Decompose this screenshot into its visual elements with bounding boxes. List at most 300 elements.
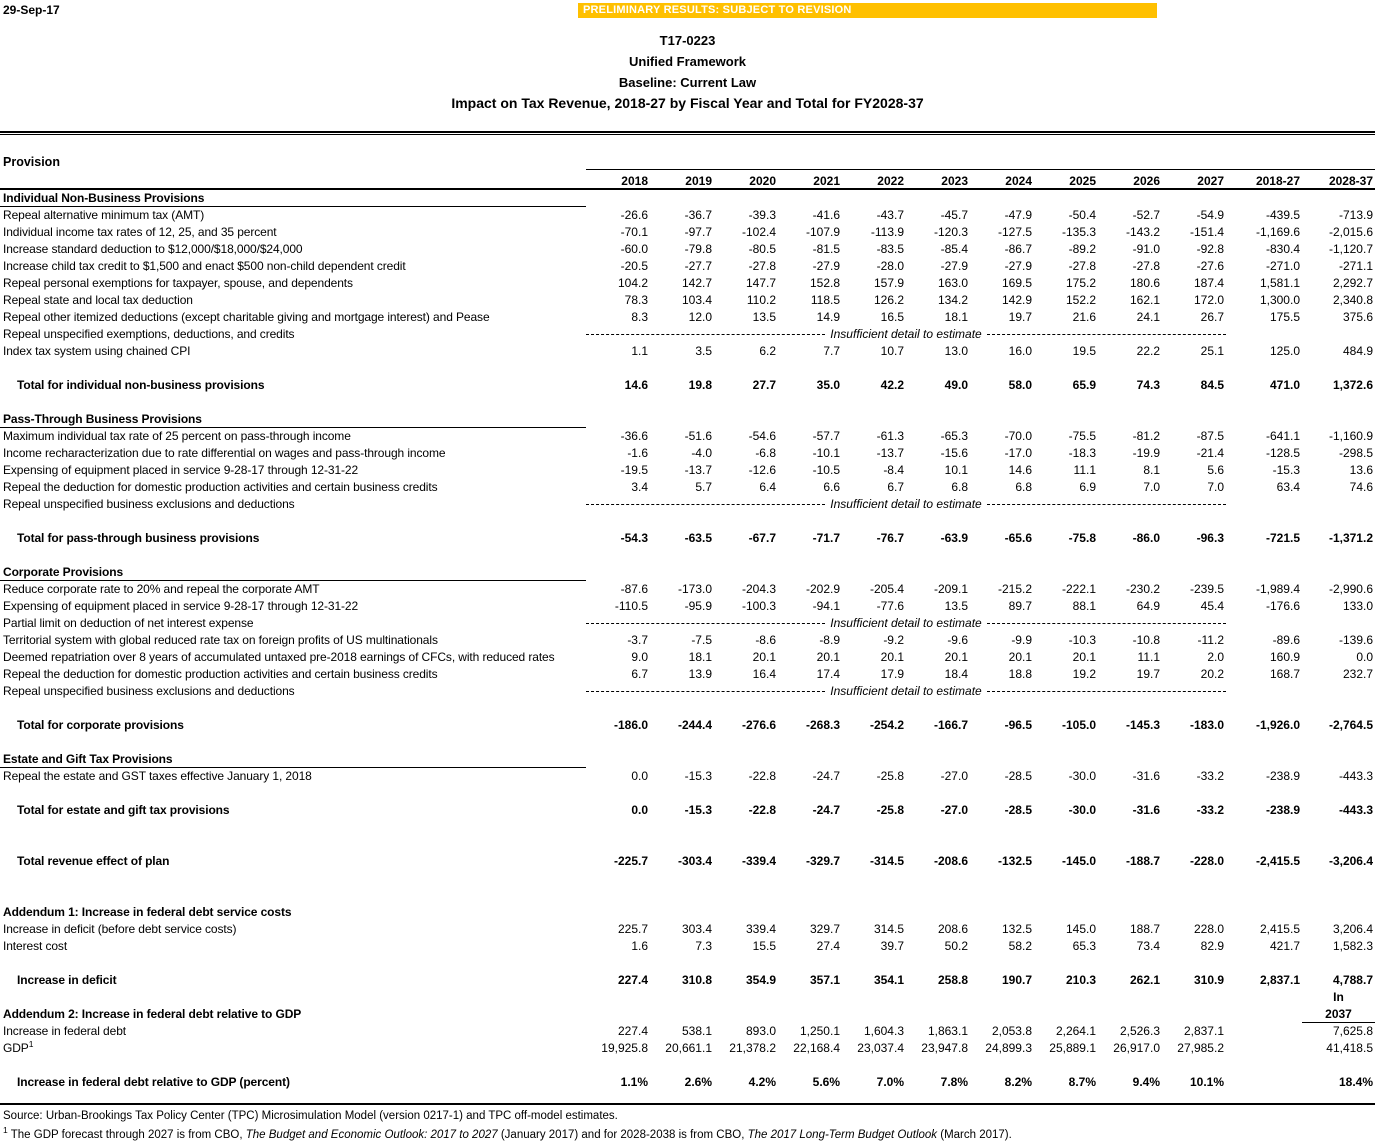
value-cell: -1,371.2: [1328, 531, 1373, 545]
col-header-2024: 2024: [1005, 174, 1032, 188]
insufficient-detail-text: Insufficient detail to estimate: [830, 497, 982, 511]
dashes-row: [0, 683, 1375, 700]
value-cell: 13.9: [688, 667, 712, 681]
value-cell: 65.9: [1072, 378, 1096, 392]
value-cell: [1226, 1040, 1302, 1057]
value-cell: 2.6%: [684, 1075, 712, 1089]
value-cell: 13.0: [944, 344, 968, 358]
value-cell: -238.9: [1265, 803, 1300, 817]
value-cell: -8.4: [883, 463, 904, 477]
value-cell: 9.4%: [1132, 1075, 1160, 1089]
value-cell: -239.5: [1189, 582, 1224, 596]
value-cell: -85.4: [940, 242, 968, 256]
value-cell: -10.1: [812, 446, 840, 460]
value-cell: -27.8: [748, 259, 776, 273]
value-cell: -9.9: [1011, 633, 1032, 647]
value-cell: 16.0: [1008, 344, 1032, 358]
value-cell: 134.2: [937, 293, 968, 307]
blank-row: [0, 734, 1375, 751]
value-cell: -36.7: [684, 208, 712, 222]
value-cell: -33.2: [1196, 769, 1224, 783]
value-cell: 20.1: [880, 650, 904, 664]
value-cell: -1,926.0: [1255, 718, 1300, 732]
value-cell: 39.7: [880, 939, 904, 953]
value-cell: 13.6: [1349, 463, 1373, 477]
value-cell: 310.9: [1193, 973, 1224, 987]
data-row: [0, 598, 1375, 615]
value-cell: 3,206.4: [1332, 922, 1373, 936]
value-cell: -77.6: [876, 599, 904, 613]
source-note: Source: Urban-Brookings Tax Policy Center (TPC) Microsimulation Model (version 0217-1) and TPC off-model estimates.: [3, 1110, 618, 1122]
value-cell: 1,581.1: [1259, 276, 1300, 290]
data-row: [0, 938, 1375, 955]
value-cell: 354.9: [745, 973, 776, 987]
value-cell: 18.1: [688, 650, 712, 664]
value-cell: -8.6: [755, 633, 776, 647]
value-cell: 228.0: [1193, 922, 1224, 936]
value-cell: 1,250.1: [799, 1024, 840, 1038]
col-header-2020: 2020: [749, 174, 776, 188]
value-cell: -2,764.5: [1328, 718, 1373, 732]
value-cell: 375.6: [1342, 310, 1373, 324]
value-cell: -230.2: [1125, 582, 1160, 596]
col-header-2021: 2021: [813, 174, 840, 188]
value-cell: -13.7: [684, 463, 712, 477]
value-cell: 17.4: [816, 667, 840, 681]
value-cell: -18.3: [1068, 446, 1096, 460]
value-cell: -1.6: [627, 446, 648, 460]
value-cell: 84.5: [1200, 378, 1224, 392]
value-cell: 19.2: [1072, 667, 1096, 681]
value-cell: -75.5: [1068, 429, 1096, 443]
value-cell: -9.6: [947, 633, 968, 647]
value-cell: 142.9: [1001, 293, 1032, 307]
provision-label: Total for pass-through business provisions: [17, 531, 260, 545]
total-row: [0, 1074, 1375, 1091]
value-cell: 18.4%: [1338, 1075, 1373, 1089]
provision-label: Pass-Through Business Provisions: [0, 411, 586, 428]
data-row: [0, 224, 1375, 241]
value-cell: -271.1: [1338, 259, 1373, 273]
value-cell: -28.5: [1004, 803, 1032, 817]
value-cell: 58.0: [1008, 378, 1032, 392]
provision-label: Increase child tax credit to $1,500 and enact $500 non-child dependent credit: [3, 259, 406, 273]
section-row: [0, 751, 1375, 768]
value-cell: -19.5: [620, 463, 648, 477]
value-cell: -27.7: [684, 259, 712, 273]
value-cell: 1,372.6: [1332, 378, 1373, 392]
value-cell: -244.4: [677, 718, 712, 732]
provision-label: Repeal the deduction for domestic production activities and certain business credits: [3, 667, 438, 681]
provision-label: Reduce corporate rate to 20% and repeal the corporate AMT: [3, 582, 320, 596]
provision-label: Repeal unspecified business exclusions and deductions: [3, 497, 295, 511]
value-cell: 19.7: [1136, 667, 1160, 681]
value-cell: -188.7: [1125, 854, 1160, 868]
value-cell: 88.1: [1072, 599, 1096, 613]
value-cell: 421.7: [1269, 939, 1300, 953]
value-cell: -63.5: [684, 531, 712, 545]
value-cell: [1226, 326, 1302, 343]
col-header-2018: 2018: [621, 174, 648, 188]
value-cell: 78.3: [624, 293, 648, 307]
data-row: [0, 343, 1375, 360]
provision-label: Deemed repatriation over 8 years of accumulated untaxed pre-2018 earnings of CFCs, with reduced rates: [3, 650, 555, 664]
value-cell: 126.2: [873, 293, 904, 307]
value-cell: -54.3: [620, 531, 648, 545]
value-cell: -439.5: [1265, 208, 1300, 222]
blank-row: [0, 819, 1375, 836]
blank-row: [0, 836, 1375, 853]
value-cell: -276.6: [741, 718, 776, 732]
value-cell: -303.4: [677, 854, 712, 868]
value-cell: 142.7: [681, 276, 712, 290]
col-header-2027: 2027: [1197, 174, 1224, 188]
data-row: [0, 309, 1375, 326]
value-cell: 4,788.7: [1332, 973, 1373, 987]
value-cell: -31.6: [1132, 803, 1160, 817]
value-cell: 74.6: [1349, 480, 1373, 494]
data-row: [0, 428, 1375, 445]
value-cell: -30.0: [1068, 803, 1096, 817]
value-cell: 162.1: [1129, 293, 1160, 307]
data-row: [0, 445, 1375, 462]
value-cell: 2,526.3: [1119, 1024, 1160, 1038]
value-cell: 14.9: [816, 310, 840, 324]
value-cell: 2.0: [1207, 650, 1224, 664]
provision-label: Repeal state and local tax deduction: [3, 293, 193, 307]
value-cell: 45.4: [1200, 599, 1224, 613]
value-cell: 2,415.5: [1259, 922, 1300, 936]
value-cell: 0.0: [1356, 650, 1373, 664]
value-cell: 58.2: [1008, 939, 1032, 953]
value-cell: -1,160.9: [1328, 429, 1373, 443]
value-cell: -20.5: [620, 259, 648, 273]
value-cell: 160.9: [1269, 650, 1300, 664]
value-cell: -10.5: [812, 463, 840, 477]
provision-label: Individual income tax rates of 12, 25, and 35 percent: [3, 225, 277, 239]
provision-label: Expensing of equipment placed in service 9-28-17 through 12-31-22: [3, 463, 359, 477]
value-cell: -87.5: [1196, 429, 1224, 443]
value-cell: 20.1: [816, 650, 840, 664]
value-cell: -70.1: [620, 225, 648, 239]
footnote-marker: 1: [3, 1125, 8, 1136]
provision-label: Estate and Gift Tax Provisions: [0, 751, 586, 768]
blank-row: [0, 547, 1375, 564]
value-cell: -36.6: [620, 429, 648, 443]
value-cell: 6.2: [759, 344, 776, 358]
value-cell: 227.4: [617, 973, 648, 987]
value-cell: -94.1: [812, 599, 840, 613]
value-cell: 10.7: [880, 344, 904, 358]
value-cell: 19,925.8: [601, 1041, 648, 1055]
value-cell: 1,863.1: [927, 1024, 968, 1038]
value-cell: -83.5: [876, 242, 904, 256]
year-header-spacer: [0, 169, 586, 188]
value-cell: -10.8: [1132, 633, 1160, 647]
value-cell: 8.3: [631, 310, 648, 324]
provision-label: Increase in federal debt: [3, 1024, 127, 1038]
data-row: [0, 921, 1375, 938]
value-cell: 41,418.5: [1326, 1041, 1373, 1055]
value-cell: -11.2: [1197, 633, 1224, 647]
value-cell: 13.5: [944, 599, 968, 613]
value-cell: 14.6: [1008, 463, 1032, 477]
provision-label: Income recharacterization due to rate differential on wages and pass-through income: [3, 446, 446, 460]
provision-label: Territorial system with global reduced rate tax on foreign profits of US multinationals: [3, 633, 438, 647]
value-cell: -67.7: [748, 531, 776, 545]
total-row: [0, 853, 1375, 870]
value-cell: -6.8: [755, 446, 776, 460]
total-row: [0, 802, 1375, 819]
value-cell: 232.7: [1342, 667, 1373, 681]
value-cell: 22,168.4: [793, 1041, 840, 1055]
value-cell: 24,899.3: [985, 1041, 1032, 1055]
provision-label: Index tax system using chained CPI: [3, 344, 191, 358]
value-cell: 125.0: [1269, 344, 1300, 358]
title-framework: Unified Framework: [628, 54, 747, 69]
value-cell: -135.3: [1061, 225, 1096, 239]
value-cell: 133.0: [1342, 599, 1373, 613]
provision-label: Individual Non-Business Provisions: [0, 190, 586, 207]
value-cell: -30.0: [1068, 769, 1096, 783]
value-cell: -132.5: [997, 854, 1032, 868]
value-cell: 152.8: [809, 276, 840, 290]
blank-row: [0, 785, 1375, 802]
value-cell: -24.7: [812, 769, 840, 783]
section-row: [0, 190, 1375, 207]
data-row: [0, 1040, 1375, 1057]
blank-row: [0, 870, 1375, 887]
col-header-2026: 2026: [1133, 174, 1160, 188]
value-cell: 190.7: [1001, 973, 1032, 987]
value-cell: -209.1: [933, 582, 968, 596]
value-cell: 8.1: [1143, 463, 1160, 477]
value-cell: -183.0: [1189, 718, 1224, 732]
value-cell: -52.7: [1132, 208, 1160, 222]
col-header-2019: 2019: [685, 174, 712, 188]
value-cell: -81.2: [1132, 429, 1160, 443]
value-cell: 23,947.8: [921, 1041, 968, 1055]
value-cell: 50.2: [944, 939, 968, 953]
value-cell: 7,625.8: [1332, 1024, 1373, 1038]
data-row: [0, 275, 1375, 292]
value-cell: -3.7: [627, 633, 648, 647]
value-cell: 12.0: [688, 310, 712, 324]
value-cell: 1.1%: [620, 1075, 648, 1089]
data-row: [0, 207, 1375, 224]
value-cell: 14.6: [624, 378, 648, 392]
data-row: [0, 666, 1375, 683]
value-cell: -89.6: [1272, 633, 1300, 647]
value-cell: -225.7: [613, 854, 648, 868]
value-cell: 26,917.0: [1113, 1041, 1160, 1055]
value-cell: 471.0: [1269, 378, 1300, 392]
value-cell: 82.9: [1200, 939, 1224, 953]
value-cell: -107.9: [805, 225, 840, 239]
value-cell: 18.8: [1008, 667, 1032, 681]
value-cell: -228.0: [1189, 854, 1224, 868]
value-cell: 310.8: [681, 973, 712, 987]
value-cell: 20.2: [1200, 667, 1224, 681]
value-cell: 65.3: [1072, 939, 1096, 953]
value-cell: 484.9: [1342, 344, 1373, 358]
blank-row: [0, 700, 1375, 717]
value-cell: -2,990.6: [1328, 582, 1373, 596]
value-cell: -151.4: [1189, 225, 1224, 239]
value-cell: -54.6: [748, 429, 776, 443]
provision-label: Repeal other itemized deductions (except charitable giving and mortgage interest) and Pease: [3, 310, 490, 324]
title-impact: Impact on Tax Revenue, 2018-27 by Fiscal Year and Total for FY2028-37: [451, 95, 924, 111]
provision-label: Addendum 1: Increase in federal debt service costs: [3, 905, 292, 919]
value-cell: 20,661.1: [665, 1041, 712, 1055]
value-cell: -27.8: [1132, 259, 1160, 273]
right-col-label: In: [1333, 990, 1344, 1004]
value-cell: -27.0: [940, 769, 968, 783]
value-cell: -91.0: [1132, 242, 1160, 256]
provision-label: Total for individual non-business provisions: [17, 378, 265, 392]
value-cell: -145.3: [1125, 718, 1160, 732]
value-cell: 175.5: [1269, 310, 1300, 324]
value-cell: 172.0: [1193, 293, 1224, 307]
value-cell: -204.3: [741, 582, 776, 596]
provision-label: Repeal personal exemptions for taxpayer, spouse, and dependents: [3, 276, 353, 290]
value-cell: 4.2%: [748, 1075, 776, 1089]
col-header-2022: 2022: [877, 174, 904, 188]
value-cell: -100.3: [741, 599, 776, 613]
value-cell: 1,582.3: [1332, 939, 1373, 953]
value-cell: 225.7: [617, 922, 648, 936]
value-cell: -443.3: [1338, 769, 1373, 783]
value-cell: -47.9: [1004, 208, 1032, 222]
value-cell: 354.1: [873, 973, 904, 987]
value-cell: 22.2: [1136, 344, 1160, 358]
value-cell: -4.0: [691, 446, 712, 460]
provision-label: Increase in deficit: [17, 973, 117, 987]
value-cell: -19.9: [1132, 446, 1160, 460]
blank-row: [0, 360, 1375, 377]
value-cell: -97.7: [684, 225, 712, 239]
value-cell: 17.9: [880, 667, 904, 681]
value-cell: -127.5: [997, 225, 1032, 239]
table-body: [0, 190, 1375, 1091]
value-cell: 11.1: [1137, 650, 1160, 664]
provision-label: Total for estate and gift tax provisions: [17, 803, 230, 817]
value-cell: 2,053.8: [991, 1024, 1032, 1038]
value-cell: -110.5: [614, 599, 648, 613]
value-cell: 152.2: [1065, 293, 1096, 307]
value-cell: 19.8: [688, 378, 712, 392]
provision-label: Addendum 2: Increase in federal debt relative to GDP: [3, 1007, 302, 1021]
value-cell: 18.4: [944, 667, 968, 681]
value-cell: 8.7%: [1068, 1075, 1096, 1089]
value-cell: 357.1: [809, 973, 840, 987]
year-header-cells: [586, 169, 1375, 188]
value-cell: -63.9: [940, 531, 968, 545]
value-cell: 18.1: [944, 310, 968, 324]
value-cell: [1226, 1074, 1302, 1091]
value-cell: 6.7: [631, 667, 648, 681]
value-cell: -12.6: [748, 463, 776, 477]
value-cell: -41.6: [812, 208, 840, 222]
value-cell: 2,340.8: [1332, 293, 1373, 307]
value-cell: -17.0: [1004, 446, 1032, 460]
value-cell: 110.2: [746, 293, 776, 307]
value-cell: 10.1: [944, 463, 968, 477]
value-cell: -92.8: [1196, 242, 1224, 256]
value-cell: 145.0: [1065, 922, 1096, 936]
value-cell: -7.5: [691, 633, 712, 647]
provision-label: Repeal alternative minimum tax (AMT): [3, 208, 205, 222]
value-cell: -238.9: [1265, 769, 1300, 783]
value-cell: -65.6: [1004, 531, 1032, 545]
provision-label: Repeal unspecified exemptions, deductions, and credits: [3, 327, 295, 341]
value-cell: -27.9: [812, 259, 840, 273]
right-note-row: [0, 989, 1375, 1006]
value-cell: -27.9: [1004, 259, 1032, 273]
value-cell: -120.3: [933, 225, 968, 239]
value-cell: 8.2%: [1004, 1075, 1032, 1089]
value-cell: 1,300.0: [1259, 293, 1300, 307]
value-cell: 329.7: [809, 922, 840, 936]
value-cell: [1226, 496, 1302, 513]
value-cell: 20.1: [944, 650, 968, 664]
blank-row: [0, 1057, 1375, 1074]
value-cell: -13.7: [876, 446, 904, 460]
col-header-2025: 2025: [1069, 174, 1096, 188]
value-cell: -15.6: [940, 446, 968, 460]
value-cell: [1226, 615, 1302, 632]
value-cell: -173.0: [677, 582, 712, 596]
value-cell: -314.5: [869, 854, 904, 868]
value-cell: 1,604.3: [863, 1024, 904, 1038]
data-row: [0, 241, 1375, 258]
value-cell: -95.9: [684, 599, 712, 613]
value-cell: -113.9: [870, 225, 904, 239]
value-cell: -25.8: [876, 803, 904, 817]
insufficient-detail-span: [586, 615, 1226, 632]
value-cell: 42.2: [880, 378, 904, 392]
total-row: [0, 972, 1375, 989]
col-header-2028-37: 2028-37: [1328, 174, 1373, 188]
value-cell: -43.7: [876, 208, 904, 222]
value-cell: 3.4: [631, 480, 648, 494]
col-header-2023: 2023: [941, 174, 968, 188]
insufficient-detail-text: Insufficient detail to estimate: [830, 616, 982, 630]
provision-column-header: Provision: [3, 155, 60, 169]
value-cell: -2,015.6: [1328, 225, 1373, 239]
provision-label: Total for corporate provisions: [17, 718, 184, 732]
value-cell: -22.8: [748, 769, 776, 783]
value-cell: 35.0: [816, 378, 840, 392]
value-cell: 74.3: [1136, 378, 1160, 392]
value-cell: [1226, 1023, 1302, 1040]
value-cell: 227.4: [617, 1024, 648, 1038]
value-cell: 147.7: [745, 276, 776, 290]
value-cell: -24.7: [812, 803, 840, 817]
value-cell: 339.4: [745, 922, 776, 936]
value-cell: -65.3: [940, 429, 968, 443]
value-cell: 175.2: [1065, 276, 1096, 290]
value-cell: 20.1: [1008, 650, 1032, 664]
provision-label: [0, 989, 586, 1006]
value-cell: -1,120.7: [1328, 242, 1373, 256]
value-cell: -60.0: [620, 242, 648, 256]
value-cell: -28.0: [876, 259, 904, 273]
value-cell: [1302, 683, 1375, 700]
value-cell: -27.0: [940, 803, 968, 817]
value-cell: -31.6: [1132, 769, 1160, 783]
value-cell: -1,989.4: [1255, 582, 1300, 596]
